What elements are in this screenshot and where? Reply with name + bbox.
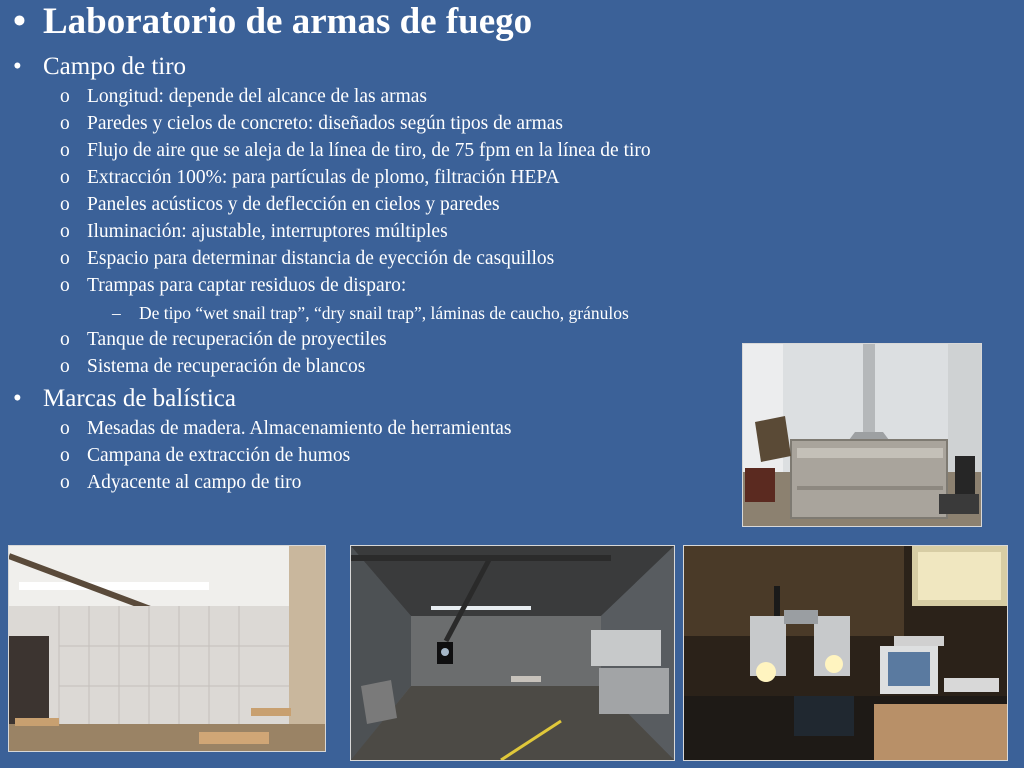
sub-bullet: o [60, 194, 70, 215]
sub-bullet: o [60, 472, 70, 493]
dash-bullet: – [112, 303, 121, 323]
list-item-text: Iluminación: ajustable, interruptores múltiples [87, 221, 448, 242]
list-item-text: Espacio para determinar distancia de eyección de casquillos [87, 248, 555, 269]
section-heading-text: Campo de tiro [43, 53, 187, 80]
list-item-text: Paneles acústicos y de deflección en cielos y paredes [87, 194, 500, 215]
sub-bullet: o [60, 418, 70, 439]
list-item-text: Longitud: depende del alcance de las armas [87, 86, 428, 107]
comparison-microscope-photo [683, 545, 1008, 761]
paneled-room-illustration [9, 546, 325, 751]
list-item-text: Tanque de recuperación de proyectiles [87, 329, 387, 350]
list-item-text: Adyacente al campo de tiro [87, 472, 302, 493]
sub-bullet: o [60, 356, 70, 377]
firing-range-illustration [351, 546, 674, 760]
comparison-microscope-illustration [684, 546, 1007, 760]
list-item-text: Sistema de recuperación de blancos [87, 356, 366, 377]
list-item-text: Flujo de aire que se aleja de la línea de tiro, de 75 fpm en la línea de tiro [87, 140, 651, 161]
title-text: Laboratorio de armas de fuego [43, 1, 533, 42]
sub-bullet: o [60, 113, 70, 134]
sub-bullet: o [60, 248, 70, 269]
sub-bullet: o [60, 221, 70, 242]
title-bullet: • [13, 1, 26, 42]
list-item-text: Campana de extracción de humos [87, 445, 351, 466]
list-item-text: Trampas para captar residuos de disparo: [87, 275, 407, 296]
list-item-text: Mesadas de madera. Almacenamiento de herramientas [87, 418, 512, 439]
sub-list-item-text: De tipo “wet snail trap”, “dry snail trap”, láminas de caucho, gránulos [139, 303, 629, 323]
section-bullet: • [13, 53, 22, 80]
list-item-text: Paredes y cielos de concreto: diseñados según tipos de armas [87, 113, 563, 134]
paneled-room-photo [8, 545, 326, 752]
sub-bullet: o [60, 445, 70, 466]
sub-bullet: o [60, 275, 70, 296]
sub-bullet: o [60, 329, 70, 350]
section-bullet: • [13, 385, 22, 412]
sub-bullet: o [60, 167, 70, 188]
list-item-text: Extracción 100%: para partículas de plomo, filtración HEPA [87, 167, 560, 188]
sub-bullet: o [60, 86, 70, 107]
fume-hood-tank-photo [742, 343, 982, 527]
fume-hood-tank-illustration [743, 344, 981, 526]
firing-range-photo [350, 545, 675, 761]
sub-bullet: o [60, 140, 70, 161]
section-heading-text: Marcas de balística [43, 385, 236, 412]
